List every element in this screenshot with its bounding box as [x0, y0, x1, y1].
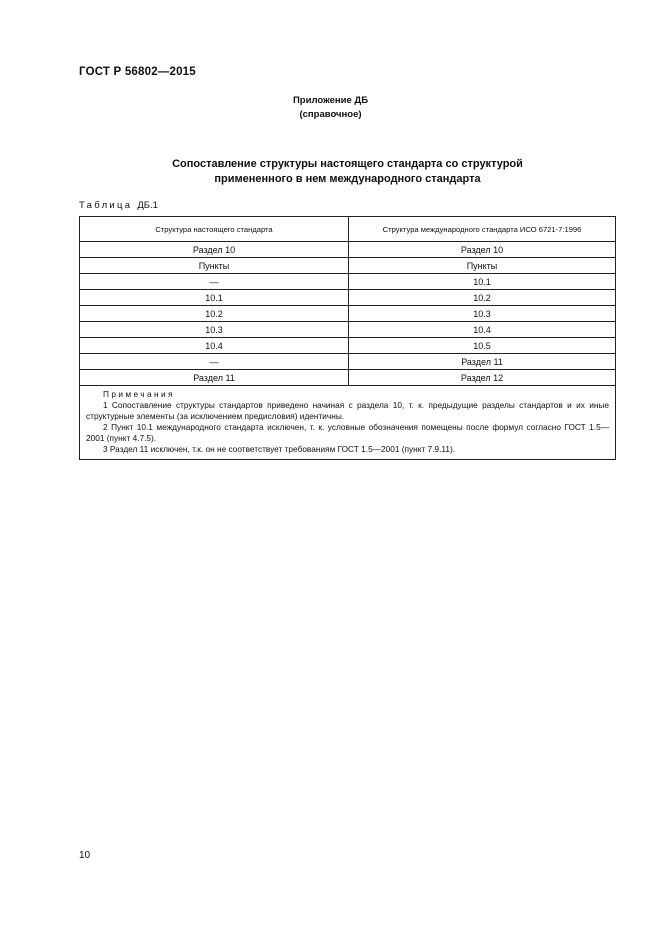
notes-heading: Примечания — [103, 389, 175, 399]
column-header: Структура международного стандарта ИСО 6721-7:1996 — [349, 217, 616, 242]
table-notes — [80, 386, 616, 460]
table-cell: Раздел 12 — [349, 370, 616, 386]
table-cell: Раздел 10 — [349, 242, 616, 258]
table-caption — [79, 200, 158, 211]
table-cell: Пункты — [349, 258, 616, 274]
table-row — [80, 322, 616, 338]
table-cell: Пункты — [80, 258, 349, 274]
table-cell: Раздел 11 — [80, 370, 349, 386]
table-cell: 10.3 — [349, 306, 616, 322]
note-3: 3 Раздел 11 исключен, т.к. он не соответствует требованиям ГОСТ 1.5—2001 (пункт 7.9.11). — [103, 444, 456, 454]
table-cell: — — [80, 274, 349, 290]
table-cell: 10.1 — [80, 290, 349, 306]
section-title-line-1: Сопоставление структуры настоящего стандарта со структурой — [172, 158, 523, 170]
table-cell: 10.4 — [80, 338, 349, 354]
table-cell: 10.1 — [349, 274, 616, 290]
note-2: 2 Пункт 10.1 международного стандарта исключен, т. к. условные обозначения помещены после формул согласно ГОСТ 1.5—2001 (пункт 4.7.5). — [86, 422, 609, 443]
table-row — [80, 338, 616, 354]
table-cell: Раздел 11 — [349, 354, 616, 370]
table-cell: 10.2 — [80, 306, 349, 322]
note-1: 1 Сопоставление структуры стандартов приведено начиная с раздела 10, т. к. предыдущие разделы стандартов и их иные структурные элементы (за исключением предисловия) идентичны. — [86, 400, 609, 421]
table-notes-row — [80, 386, 616, 460]
table-row — [80, 242, 616, 258]
section-title — [0, 157, 661, 187]
table-row — [80, 354, 616, 370]
table-caption-label: Таблица — [79, 200, 133, 211]
page-number: 10 — [79, 850, 91, 861]
appendix-title: Приложение ДБ — [292, 95, 369, 106]
table-row — [80, 290, 616, 306]
table-cell: Раздел 10 — [80, 242, 349, 258]
section-title-line-2: примененного в нем международного стандарта — [214, 173, 481, 185]
table-row — [80, 370, 616, 386]
comparison-table — [79, 216, 616, 460]
table-row — [80, 274, 616, 290]
column-header: Структура настоящего стандарта — [80, 217, 349, 242]
table-cell: — — [80, 354, 349, 370]
table-cell: 10.2 — [349, 290, 616, 306]
appendix-subtitle: (справочное) — [299, 109, 362, 120]
table-caption-number: ДБ.1 — [137, 200, 158, 211]
table-header-row — [80, 217, 616, 242]
table-row — [80, 306, 616, 322]
table-row — [80, 258, 616, 274]
table-cell: 10.3 — [80, 322, 349, 338]
table-cell: 10.5 — [349, 338, 616, 354]
table-cell: 10.4 — [349, 322, 616, 338]
document-code: ГОСТ Р 56802—2015 — [79, 66, 196, 78]
